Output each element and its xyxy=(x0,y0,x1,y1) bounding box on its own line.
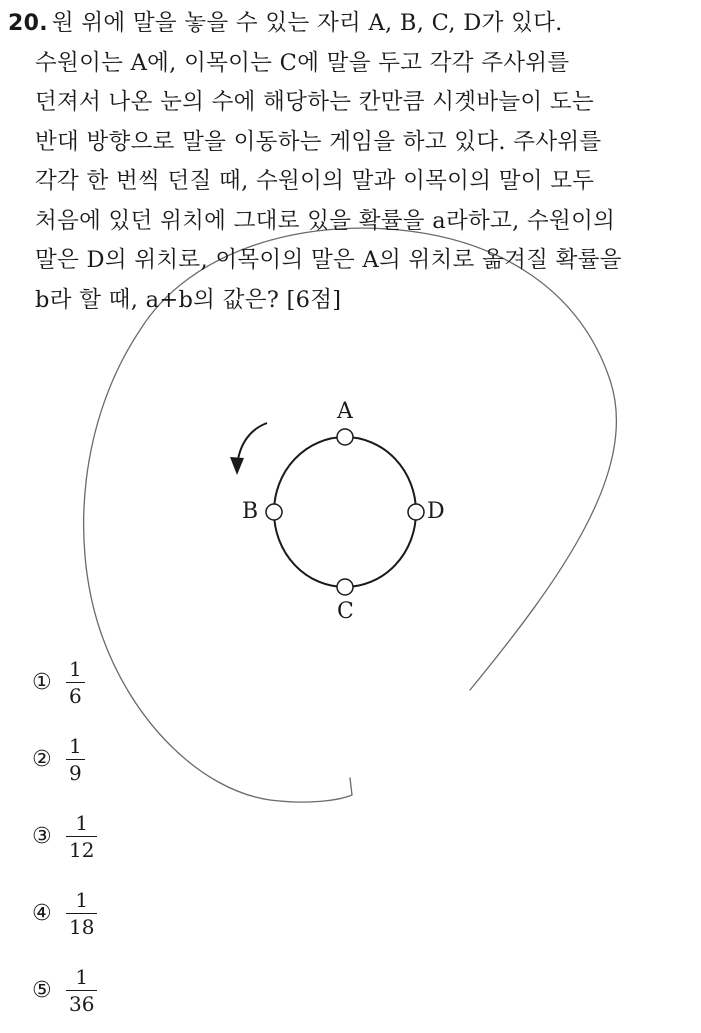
fraction-numerator: 1 xyxy=(75,810,89,835)
fraction-numerator: 1 xyxy=(69,656,82,681)
fraction-denominator: 6 xyxy=(69,683,82,708)
marker-a xyxy=(337,429,353,445)
choice-4[interactable] xyxy=(32,881,97,945)
question-line-4: 반대 방향으로 말을 이동하는 게임을 하고 있다. 주사위를 xyxy=(35,128,602,155)
question-line-5: 각각 한 번씩 던질 때, 수원이의 말과 이목이의 말이 모두 xyxy=(35,168,595,194)
choice-3[interactable] xyxy=(32,804,97,868)
choice-marker: ⑤ xyxy=(32,977,52,1003)
counterclockwise-arrow-icon xyxy=(230,423,267,475)
question-line-1 xyxy=(8,4,688,44)
marker-b xyxy=(266,504,282,520)
question-text: 원 위에 말을 놓을 수 있는 자리 A, B, C, D가 있다. xyxy=(51,10,563,36)
choice-marker: ② xyxy=(32,746,52,772)
choice-5[interactable] xyxy=(32,958,97,1022)
fraction-denominator: 18 xyxy=(69,914,95,939)
board-circle xyxy=(274,437,416,587)
choice-marker: ④ xyxy=(32,900,52,926)
choice-fraction xyxy=(66,966,97,1015)
choice-fraction xyxy=(66,889,97,938)
question-line-3: 던져서 나온 눈의 수에 해당하는 칸만큼 시곗바늘이 도는 xyxy=(35,89,594,115)
label-c: C xyxy=(337,599,354,624)
marker-c xyxy=(337,579,353,595)
choice-2[interactable] xyxy=(32,727,85,791)
label-a: A xyxy=(337,399,353,424)
fraction-denominator: 12 xyxy=(69,837,95,862)
fraction-bar xyxy=(66,836,97,837)
marker-d xyxy=(408,504,424,520)
label-b: B xyxy=(242,499,259,524)
choice-fraction xyxy=(66,812,97,861)
choice-1[interactable] xyxy=(32,650,85,714)
fraction-bar xyxy=(66,990,97,991)
choice-fraction xyxy=(66,658,85,707)
question-line-2: 수원이는 A에, 이목이는 C에 말을 두고 각각 주사위를 xyxy=(35,49,570,76)
fraction-numerator: 1 xyxy=(75,887,89,912)
question-line-7: 말은 D의 위치로, 이목이의 말은 A의 위치로 옮겨질 확률을 xyxy=(35,247,622,273)
question-line-6: 처음에 있던 위치에 그대로 있을 확률을 a라하고, 수원이의 xyxy=(35,207,616,234)
choice-marker: ① xyxy=(32,669,52,695)
fraction-bar xyxy=(66,759,85,760)
question-number: 20. xyxy=(8,11,48,36)
choice-fraction xyxy=(66,735,85,784)
circle-diagram xyxy=(225,395,455,630)
fraction-numerator: 1 xyxy=(69,733,82,758)
question-block xyxy=(8,4,688,320)
fraction-numerator: 1 xyxy=(75,964,89,989)
question-line-8: b라 할 때, a+b의 값은? [6점] xyxy=(35,286,342,313)
fraction-denominator: 36 xyxy=(69,991,95,1016)
fraction-denominator: 9 xyxy=(69,760,82,785)
label-d: D xyxy=(427,499,445,524)
fraction-bar xyxy=(66,913,97,914)
fraction-bar xyxy=(66,682,85,683)
choice-marker: ③ xyxy=(32,823,52,849)
circle-diagram-svg xyxy=(225,395,455,630)
